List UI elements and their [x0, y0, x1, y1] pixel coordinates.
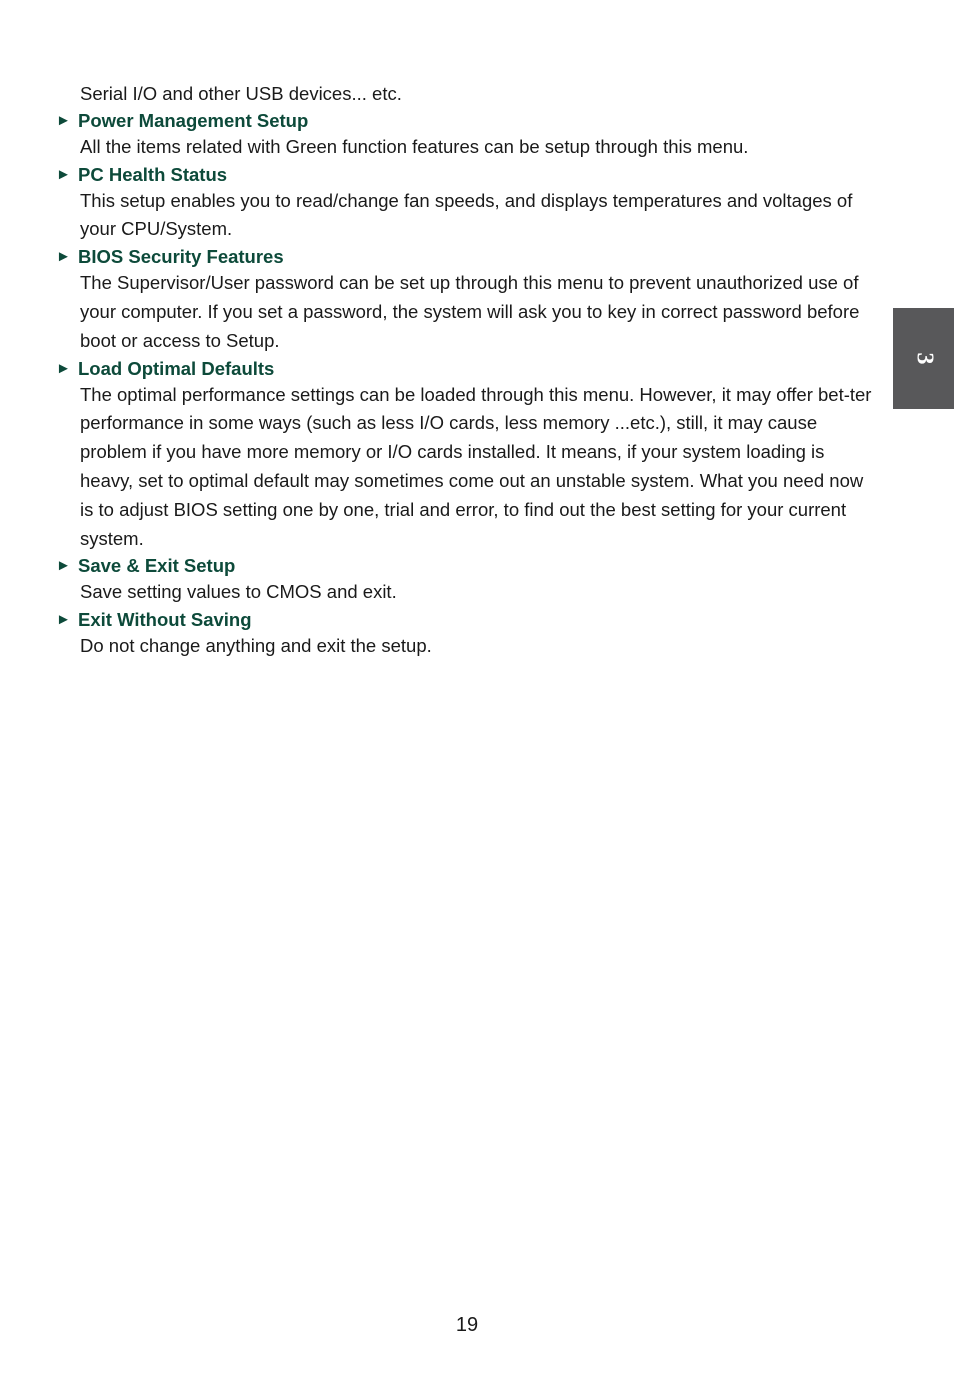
right-triangle-icon: ► — [56, 165, 71, 183]
section-title-text: Power Management Setup — [78, 109, 309, 131]
right-triangle-icon: ► — [56, 248, 71, 266]
right-triangle-icon: ► — [56, 611, 71, 629]
section-title-text: PC Health Status — [78, 163, 228, 185]
section-title-pc-health — [56, 162, 954, 187]
section-description: Save setting values to CMOS and exit. — [80, 581, 397, 603]
page-number: 19 — [455, 1314, 479, 1336]
section-description: This setup enables you to read/change fan speeds, and displays temperatures and voltages of your CPU/System. — [80, 189, 853, 240]
section-description: The Supervisor/User password can be set up through this menu to prevent unauthorized use of your computer. If you set a password, the system will ask you to key in correct password before boot or access to Setup. — [80, 272, 860, 351]
section-title-text: Load Optimal Defaults — [78, 357, 275, 379]
section-description: The optimal performance settings can be loaded through this menu. However, it may offer bet-ter performance in some ways (such as less I/O cards, less memory ...etc.), still, it may cause problem if you have more memory or I/O cards installed. It means, if your system loading is heavy, set to optimal default may sometimes come out an unstable system. What you need now is to adjust BIOS setting one by one, trial and error, to find out the best setting for your current system. — [80, 383, 872, 549]
chapter-number: 3 — [911, 352, 937, 365]
section-title-power-management — [56, 108, 954, 133]
chapter-tab — [893, 308, 954, 409]
section-title-bios-security — [56, 244, 954, 269]
section-description: Do not change anything and exit the setup. — [80, 635, 432, 657]
section-title-save-exit — [56, 553, 954, 578]
right-triangle-icon: ► — [56, 359, 71, 377]
right-triangle-icon: ► — [56, 111, 71, 129]
section-title-text: Save & Exit Setup — [78, 555, 236, 577]
section-title-text: Exit Without Saving — [78, 609, 252, 631]
section-description: All the items related with Green function features can be setup through this menu. — [80, 135, 749, 157]
section-title-exit-without-saving — [56, 607, 954, 632]
section-title-text: BIOS Security Features — [78, 246, 284, 268]
section-title-load-optimal — [56, 356, 954, 381]
document-body — [0, 80, 954, 661]
right-triangle-icon: ► — [56, 557, 71, 575]
intro-paragraph: Serial I/O and other USB devices... etc. — [80, 83, 402, 104]
